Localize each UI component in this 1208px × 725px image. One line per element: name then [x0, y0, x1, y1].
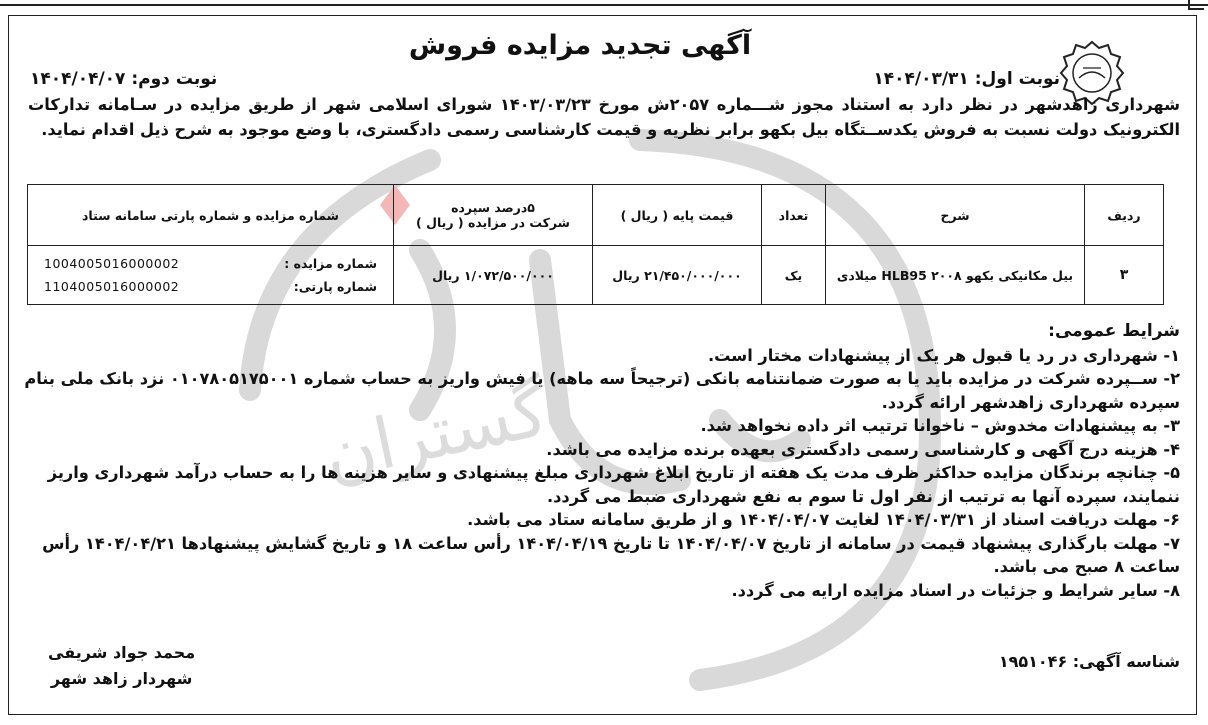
first-round-date: نوبت اول: ۱۴۰۴/۰۳/۳۱: [873, 69, 1060, 89]
table-row: [28, 246, 1164, 305]
ad-id: شناسه آگهی: ۱۹۵۱۰۴۶: [998, 652, 1180, 671]
header-description: شرح: [826, 185, 1085, 246]
header-quantity: تعداد: [762, 185, 826, 246]
condition-item: ۱- شهرداری در رد یا قبول هر یک از پیشنهادات مختار است.: [707, 345, 1180, 365]
general-conditions: [22, 320, 1180, 602]
signer-name: محمد جواد شریفی: [48, 643, 196, 662]
signer-title: شهردار زاهد شهر: [50, 669, 193, 688]
header-deposit-line2: شرکت در مزایده ( ریال ): [416, 215, 570, 230]
condition-item: ۲- ســپرده شرکت در مزایده باید یا به صورت ضمانتنامه بانکی (ترجیحاً سه ماهه) یا فیش واریز به حساب شماره ۰۱۰۷۸۰۵۱۷۵۰۰۱ نزد بانک ملی بنام سپرده شهرداری زاهدشهر ارائه گردد.: [24, 369, 1180, 412]
signature-block: [48, 640, 195, 692]
party-number-value: 1104005016000002: [44, 279, 180, 294]
condition-item: ۵- چنانچه برندگان مزایده حداکثر ظرف مدت یک هفته از تاریخ ابلاغ شهرداری مبلغ پیشنهادی و سایر هزینه ها را به حساب درآمد شهرداری واریز ننمایند، سپرده آنها به ترتیب از نفر اول تا سوم به نفع شهرداری ضبط می گردد.: [47, 463, 1180, 506]
party-number-label: شماره پارتی:: [293, 279, 377, 294]
header-deposit: [394, 185, 593, 246]
tender-number-label: شماره مزایده :: [284, 256, 377, 271]
header-deposit-line1: ۵درصد سپرده: [451, 200, 535, 215]
condition-item: ۷- مهلت بارگذاری پیشنهاد قیمت در سامانه از تاریخ ۱۴۰۴/۰۴/۰۷ تا تاریخ ۱۴۰۴/۰۴/۱۹ رأس ساعت ۱۸ و تاریخ گشایش پیشنهادها ۱۴۰۴/۰۴/۲۱ رأس ساعت ۸ صبح می باشد.: [42, 533, 1180, 576]
cell-row-number: ۳: [1085, 246, 1164, 305]
second-round-date: نوبت دوم: ۱۴۰۴/۰۴/۰۷: [30, 69, 218, 89]
condition-item: ۳- به پیشنهادات مخدوش – ناخوانا ترتیب اثر داده نخواهد شد.: [700, 416, 1180, 435]
cell-quantity: یک: [762, 246, 826, 305]
cell-description: بیل مکانیکی بکهو HLB95 ۲۰۰۸ میلادی: [826, 246, 1085, 305]
table-header-row: [28, 185, 1164, 246]
cell-base-price: ۲۱/۴۵۰/۰۰۰/۰۰۰ ریال: [593, 246, 762, 305]
intro-paragraph: شهرداری زاهدشهر در نظر دارد به استناد مجوز شـــماره ۲۰۵۷ش مورخ ۱۴۰۳/۰۳/۲۳ شورای اسلامی شهر از طریق مزایده در سـامانه تدارکات الکترونیک دولت نسبت به فروش یکدســتگاه بیل بکهو برابر نظریه و قیمت کارشناسی رسمی دادگستری، با وضع موجود به شرح ذیل اقدام نماید.: [28, 95, 1180, 139]
conditions-heading: شرایط عمومی:: [1048, 321, 1180, 341]
watermark-text: گستران: [316, 369, 555, 497]
header-row-number: ردیف: [1085, 185, 1164, 246]
corner-mark: [1188, 0, 1204, 10]
condition-item: ۴- هزینه درج آگهی و کارشناسی رسمی دادگستری بعهده برنده مزایده می باشد.: [546, 439, 1180, 459]
condition-item: ۸- سایر شرایط و جزئیات در اسناد مزایده ارایه می گردد.: [731, 580, 1180, 600]
header-base-price: قیمت پایه ( ریال ): [593, 185, 762, 246]
party-number-line: [32, 279, 389, 294]
auction-items-table: [27, 184, 1164, 305]
tender-number-line: [32, 256, 389, 271]
cell-tender-numbers: [28, 246, 394, 305]
tender-number-value: 1004005016000002: [44, 256, 180, 271]
header-tender-number: شماره مزایده و شماره پارتی سامانه ستاد: [28, 185, 394, 246]
top-rule: [0, 4, 1208, 6]
cell-deposit: ۱/۰۷۲/۵۰۰/۰۰۰ ریال: [394, 246, 593, 305]
condition-item: ۶- مهلت دریافت اسناد از ۱۴۰۴/۰۳/۳۱ لغایت ۱۴۰۴/۰۴/۰۷ و از طریق سامانه ستاد می باشد.: [467, 510, 1180, 529]
notice-title: آگهی تجدید مزایده فروش: [408, 30, 752, 61]
